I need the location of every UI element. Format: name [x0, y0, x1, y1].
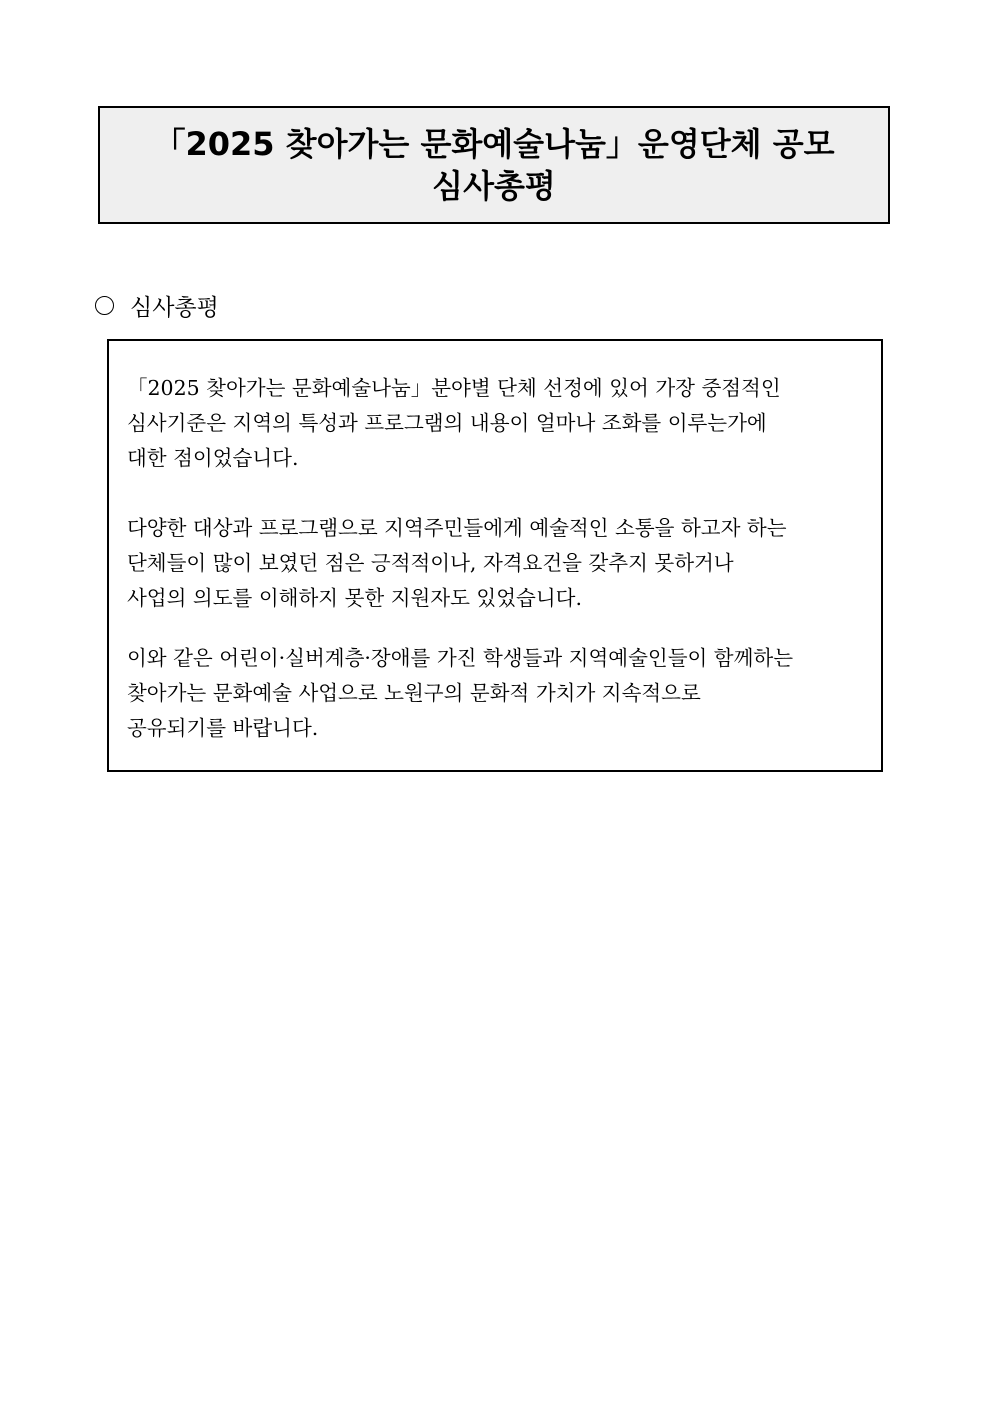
paragraph-line: 다양한 대상과 프로그램으로 지역주민들에게 예술적인 소통을 하고자 하는: [127, 516, 787, 540]
paragraph-line: 심사기준은 지역의 특성과 프로그램의 내용이 얼마나 조화를 이루는가에: [127, 411, 767, 435]
paragraph-line: 공유되기를 바랍니다.: [127, 716, 319, 740]
section-heading: [95, 290, 219, 320]
document-subtitle: 심사총평: [432, 167, 556, 205]
paragraph-line: 「2025 찾아가는 문화예술나눔」분야별 단체 선정에 있어 가장 중점적인: [127, 376, 781, 400]
document-title: 「2025 찾아가는 문화예술나눔」운영단체 공모: [153, 125, 835, 163]
paragraph-line: 사업의 의도를 이해하지 못한 지원자도 있었습니다.: [127, 586, 582, 610]
paragraph-selection-criteria: [127, 371, 867, 476]
paragraph-line: 찾아가는 문화예술 사업으로 노원구의 문화적 가치가 지속적으로: [127, 681, 701, 705]
section-heading-label: 심사총평: [130, 294, 219, 321]
paragraph-line: 이와 같은 어린이·실버계층·장애를 가진 학생들과 지역예술인들이 함께하는: [127, 646, 794, 670]
paragraph-applicant-review: [127, 511, 867, 616]
review-summary-box: [107, 339, 883, 772]
circle-bullet-icon: [95, 296, 114, 315]
title-box: [98, 106, 890, 224]
paragraph-line: 대한 점이었습니다.: [127, 446, 299, 470]
paragraph-closing-wish: [127, 641, 867, 746]
paragraph-line: 단체들이 많이 보였던 점은 긍적적이나, 자격요건을 갖추지 못하거나: [127, 551, 734, 575]
